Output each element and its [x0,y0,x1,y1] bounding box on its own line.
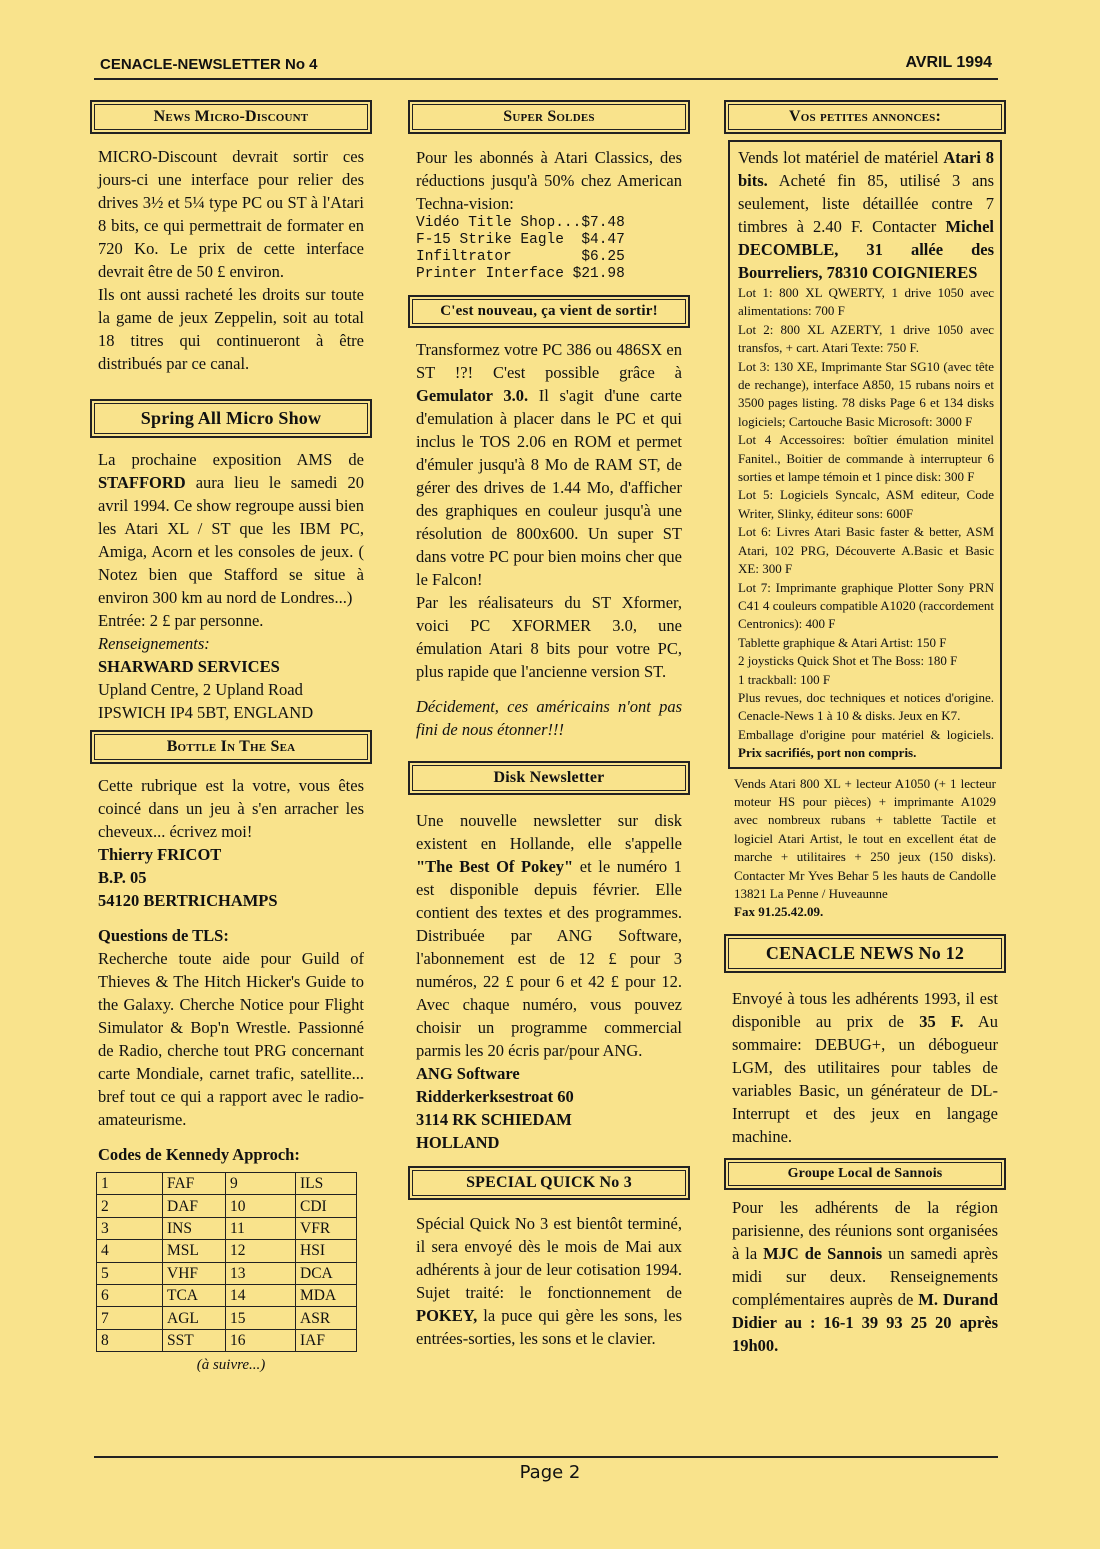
page-number: Page 2 [519,1462,581,1483]
table-row [97,1240,357,1262]
table-cell: CDI [296,1195,357,1217]
article-spring-show: La prochaine exposition AMS de STAFFORD aura lieu le samedi 20 avril 1994. Ce show regroupe aussi bien les Atari XL / ST que les IBM PC, Amiga, Acorn et les consoles de jeux. ( Notez bien que Stafford se situe à environ 300 km au nord de Londres...) Entrée: 2 £ par personne. Renseignements: SHARWARD SERVICES Upland Centre, 2 Upland Road IPSWICH IP4 5BT, ENGLAND [98,450,365,722]
table-cell: 3 [97,1217,163,1239]
list-item: Lot 1: 800 XL QWERTY, 1 drive 1050 avec alimentations: 700 F [738,285,994,319]
table-row [97,1284,357,1306]
list-item: Tablette graphique & Atari Artist: 150 F [738,634,947,650]
header-rule [94,78,998,80]
table-cell: VHF [163,1262,226,1284]
classified-ads-box: Vends lot matériel de matériel Atari 8 bits. Acheté fin 85, utilisé 3 ans seulement, liste détaillée contre 7 timbres à 2.40 F. Contacter Michel DECOMBLE, 31 allée des Bourreliers, 78310 COIGNIERES Lot 1: 800 XL QWERTY, 1 drive 1050 avec alimentations: 700 F Lot 2: 800 XL AZERTY, 1 drive 1050 avec transfos, + cart. Atari Texte: 750 F. Lot 3: 130 XE, Imprimante Star SG10 (avec tête de rechange), interface A850, 15 rubans noirs et 3500 pages listing. 78 disks Page 6 et 134 disks logiciels; Cartouche Basic Microsoft: 3000 F Lot 4 Accessoires: boîtier émulation minitel Fanitel., Boitier de commande à interrupteur 6 sorties et lampe témoin et 1 pince disk: 300 F Lot 5: Logiciels Syncalc, ASM editeur, Code Writer, Slinky, éditeur sons: 600F Lot 6: Livres Atari Basic faster & better, ASM Atari, 102 PRG, Découverte A.Basic et Basic XE: 300 F Lot 7: Imprimante graphique Plotter Sony PRN C41 4 couleurs compatible A1020 (raccordement Centronics): 400 F Tablette graphique & Atari Artist: 150 F 2 joysticks Quick Shot et The Boss: 180 F 1 trackball: 100 F Plus revues, doc techniques et notices d'origine. Cenacle-News 1 à 10 & disks. Jeux en K7. Emballage d'origine pour matériel & logiciels. Prix sacrifiés, port non compris. [728,140,1002,769]
section-title-annonces: Vos petites annonces: [724,100,1006,134]
article-super-soldes: Pour les abonnés à Atari Classics, des réductions jusqu'à 50% chez American Techna-vision: Vidéo Title Shop...$7.48 F-15 Strike Eagle $4.47 Infiltrator $6.25 Printer Interface $21.98 [416,148,682,282]
section-title-cenacle-news: CENACLE NEWS No 12 [724,934,1006,973]
table-cell: 6 [97,1284,163,1306]
table-cell: 10 [226,1195,296,1217]
table-cell: ILS [296,1173,357,1195]
table-cell: TCA [163,1284,226,1306]
table-cell: HSI [296,1240,357,1262]
classified-ad-behar: Vends Atari 800 XL + lecteur A1050 (+ 1 lecteur moteur HS pour pièces) + imprimante A1029 avec nombreux rubans + tablette Tactile et logiciel Atari Artist, le tout en excellent état de marche + utilitaires + 250 jeux (150 disks). Contacter Mr Yves Behar 5 les hauts de Candolle 13821 La Penne / Huveaunne Fax 91.25.42.09. [734,775,996,920]
list-item: Lot 7: Imprimante graphique Plotter Sony PRN C41 4 couleurs compatible A1020 (raccordement Centronics): 400 F [738,579,994,632]
list-item: Lot 2: 800 XL AZERTY, 1 drive 1050 avec transfos, + cart. Atari Texte: 750 F. [738,321,994,356]
table-cell: 14 [226,1284,296,1306]
table-cell: MSL [163,1240,226,1262]
to-be-continued: (à suivre...) [196,1357,266,1374]
column-3 [724,100,1006,1357]
article-bottle: Cette rubrique est la votre, vous êtes coincé dans un jeu à s'en arracher les cheveux... écrivez moi! Thierry FRICOT B.P. 05 54120 BERTRICHAMPS Questions de TLS: Recherche toute aide pour Guild of Thieves & The Hitch Hicker's Guide to the Galaxy. Cherche Notice pour Flight Simulator & Bop'n Wrestle. Passionné de Radio, cherche tout PRG concernant carte Mondiale, carnet trafic, satellite... bref tout ce qui a rapport avec le radio-amateurisme. Codes de Kennedy Approch: [98,776,364,1164]
article-nouveau: Transformez votre PC 386 ou 486SX en ST !?! C'est possible grâce à Gemulator 3.0. Il s'agit d'une carte d'emulation à placer dans le PC et qui inclus le TOS 2.06 en ROM et permet d'émuler jusqu'à 8 Mo de RAM ST, de gérer des drives de 1.44 Mo, d'afficher des graphiques en couleur jusqu'à une résolution de 800x600. Un super ST dans votre PC pour bien moins cher que le Falcon! Par les réalisateurs du ST Xformer, voici PC XFORMER 3.0, une émulation Atari 8 bits pour votre PC, plus rapide que l'ancienne version ST. Décidement, ces américains n'ont pas fini de nous étonner!!! [416,340,683,739]
price-list: Vidéo Title Shop...$7.48 F-15 Strike Eagle $4.47 Infiltrator $6.25 Printer Interface $21.98 [416,215,625,282]
list-item: 1 trackball: 100 F [738,671,831,687]
newsletter-title: CENACLE-NEWSLETTER No 4 [100,56,318,73]
section-title-bottle: Bottle In The Sea [90,730,372,764]
section-title-nouveau: C'est nouveau, ça vient de sortir! [408,295,690,328]
table-cell: 9 [226,1173,296,1195]
table-cell: DAF [163,1195,226,1217]
table-cell: 15 [226,1307,296,1329]
table-row [97,1307,357,1329]
list-item: Lot 4 Accessoires: boîtier émulation minitel Fanitel., Boitier de commande à interrupteur 6 sorties et lampe témoin et 1 pince disk: 300 F [738,432,994,485]
list-item: Lot 5: Logiciels Syncalc, ASM editeur, Code Writer, Slinky, éditeur sons: 600F [738,487,994,521]
column-1 [90,100,372,1377]
table-cell: 16 [226,1329,296,1351]
table-cell: 12 [226,1240,296,1262]
table-cell: IAF [296,1329,357,1351]
article-cenacle-news: Envoyé à tous les adhérents 1993, il est disponible au prix de 35 F. Au sommaire: DEBUG+, un débogueur LGM, des utilitaires pour tables de variables Basic, un générateur de DL-Interrupt et des jeux en langage machine. [732,988,998,1146]
section-title-disk-newsletter: Disk Newsletter [408,761,690,795]
article-disk-newsletter: Une nouvelle newsletter sur disk existent en Hollande, elle s'appelle "The Best Of Pokey" et le numéro 1 est disponible depuis février. Elle contient des textes et des programmes. Distribuée par ANG Software, l'abonnement est de 12 £ pour 3 numéros, 22 £ pour 6 et 42 £ pour 12. Avec chaque numéro, vous pouvez choisir un programme commercial parmis les 20 écris par/pour ANG. ANG Software Ridderkerksestroat 60 3114 RK SCHIEDAM HOLLAND [416,811,682,1152]
column-2 [408,100,690,1350]
section-title-spring-show: Spring All Micro Show [90,399,372,438]
table-cell: VFR [296,1217,357,1239]
table-cell: MDA [296,1284,357,1306]
list-item: Plus revues, doc techniques et notices d'origine. Cenacle-News 1 à 10 & disks. Jeux en K7. [738,689,994,724]
section-title-groupe-local: Groupe Local de Sannois [724,1158,1006,1190]
table-row [97,1262,357,1284]
article-micro-discount: MICRO-Discount devrait sortir ces jours-ci une interface pour relier des drives 3½ et 5¼ type PC ou ST à l'Atari 8 bits, ce qui permettrait de formater en 720 Ko. Le prix de cette interface devrait être de 50 £ environ. Ils ont aussi racheté les droits sur toute la game de jeux Zeppelin, soit au total 18 titres qui continueront à être distribués par ce canal. [98,147,364,373]
article-groupe-local: Pour les adhérents de la région parisienne, des réunions sont organisées à la MJC de Sannois un samedi après midi sur deux. Renseignements complémentaires auprès de M. Durand Didier au : 16-1 39 93 25 20 après 19h00. [732,1197,998,1355]
section-title-super-soldes: Super Soldes [408,100,690,134]
ad-closing: Emballage d'origine pour matériel & logiciels. Prix sacrifiés, port non compris. [738,726,994,761]
table-cell: DCA [296,1262,357,1284]
table-cell: 2 [97,1195,163,1217]
table-cell: FAF [163,1173,226,1195]
table-cell: AGL [163,1307,226,1329]
table-cell: 4 [97,1240,163,1262]
list-item: Lot 6: Livres Atari Basic faster & better, ASM Atari, 102 PRG, Découverte A.Basic et Basic XE: 300 F [738,524,994,577]
table-cell: 5 [97,1262,163,1284]
table-row [97,1329,357,1351]
codes-table [96,1172,357,1352]
section-title-special-quick: SPECIAL QUICK No 3 [408,1166,690,1200]
list-item: 2 joysticks Quick Shot et The Boss: 180 F [738,653,958,669]
table-cell: 8 [97,1329,163,1351]
issue-date: AVRIL 1994 [905,54,992,71]
page-header [94,50,998,76]
table-row [97,1195,357,1217]
table-cell: SST [163,1329,226,1351]
table-row [97,1173,357,1195]
list-item: Lot 3: 130 XE, Imprimante Star SG10 (avec tête de rechange), interface A850, 15 rubans noirs et 3500 pages listing. 78 disks Page 6 et 134 disks logiciels; Cartouche Basic Microsoft: 3000 F [738,358,994,429]
table-cell: 13 [226,1262,296,1284]
table-row [97,1217,357,1239]
section-title-micro-discount: News Micro-Discount [90,100,372,134]
table-cell: 1 [97,1173,163,1195]
table-cell: ASR [296,1307,357,1329]
table-cell: 11 [226,1217,296,1239]
footer-rule [94,1456,998,1458]
table-cell: INS [163,1217,226,1239]
article-special-quick: Spécial Quick No 3 est bientôt terminé, il sera envoyé dès le mois de Mai aux adhérents à jour de leur cotisation 1994. Sujet traité: le fonctionnement de POKEY, la puce qui gère les sons, les entrées-sorties, les sons et le clavier. [416,1214,683,1348]
lot-list [738,284,994,726]
table-cell: 7 [97,1307,163,1329]
